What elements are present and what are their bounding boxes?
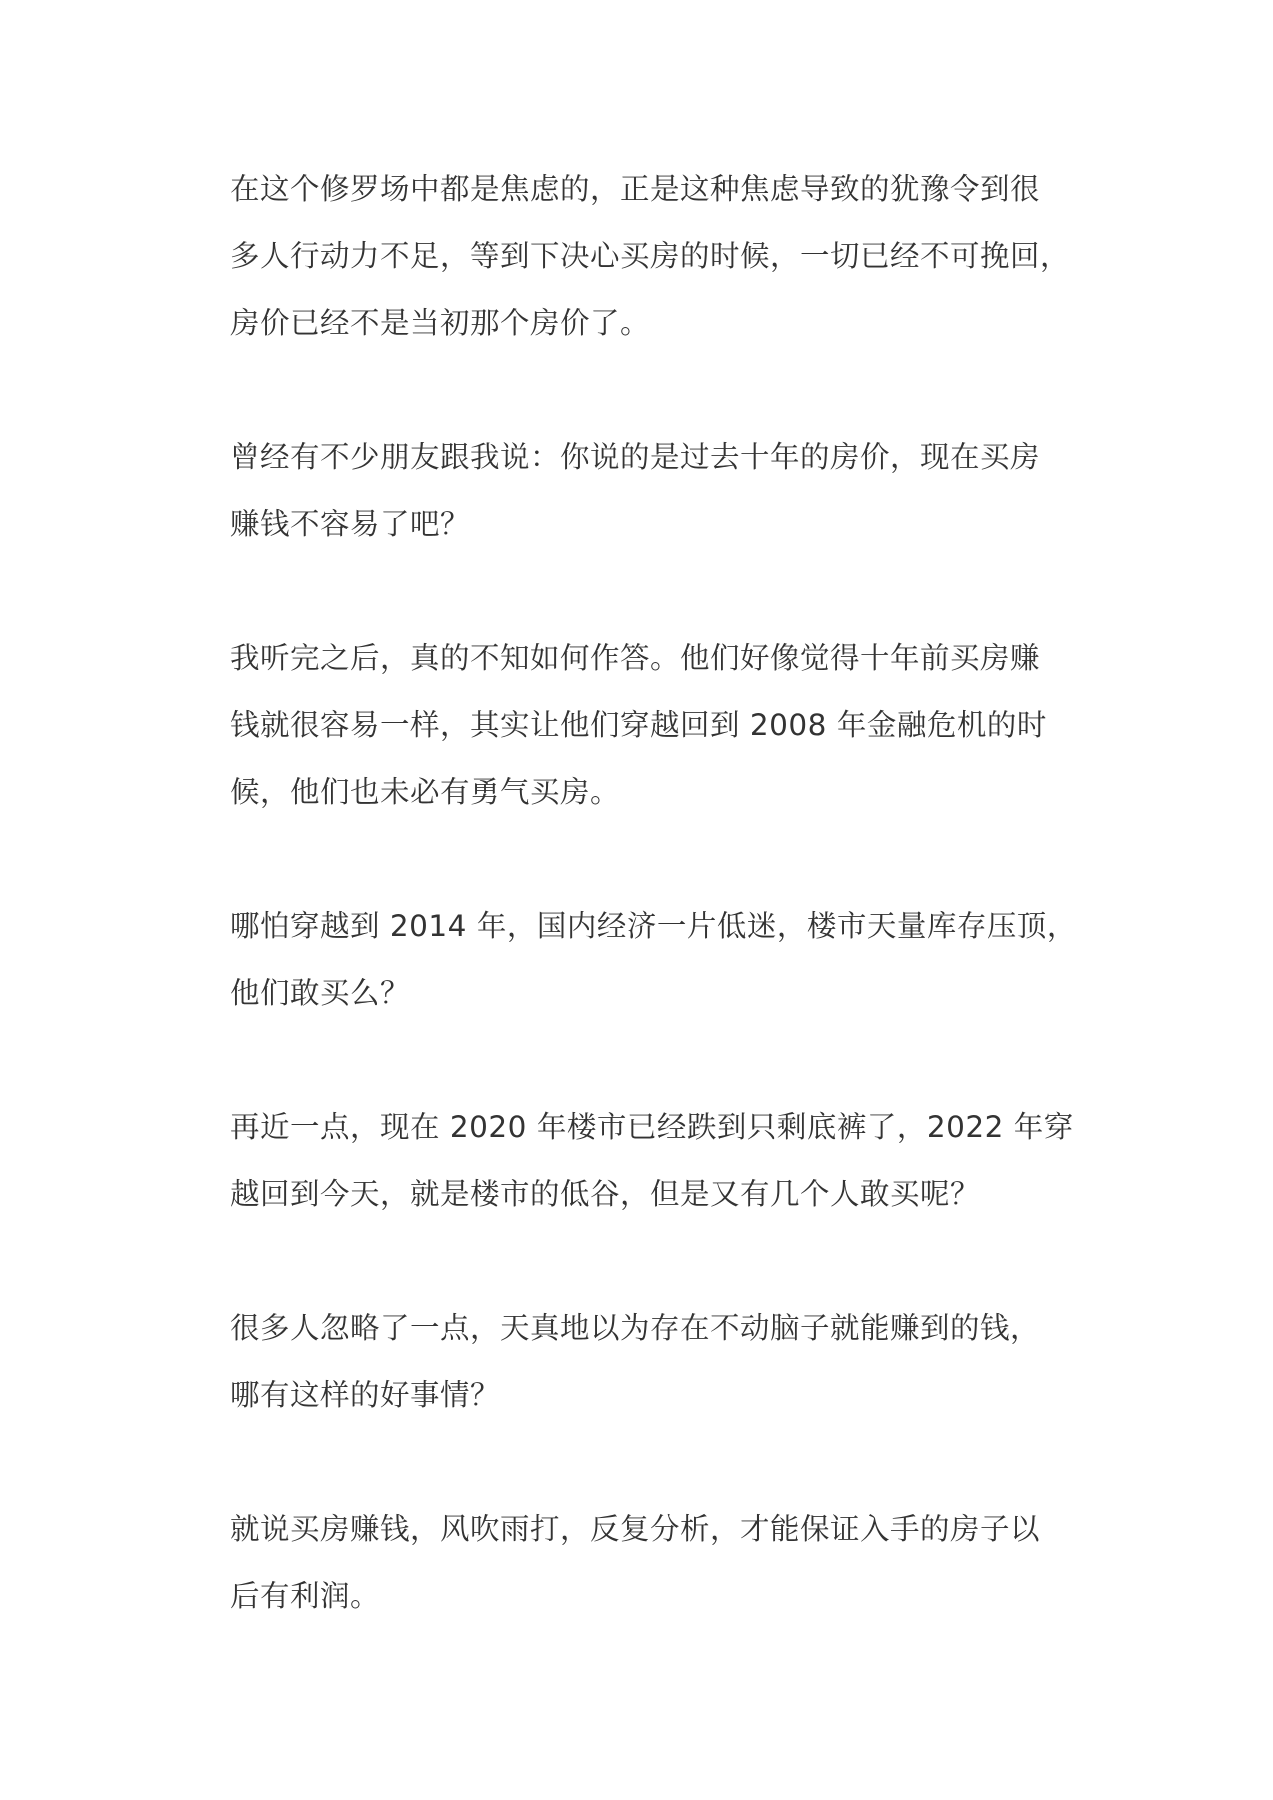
paragraph-line: 哪有这样的好事情？	[230, 1378, 501, 1412]
paragraph-line: 他们敢买么？	[230, 976, 411, 1010]
paragraph-line: 候，他们也未必有勇气买房。	[230, 775, 621, 809]
paragraph-3	[230, 625, 1060, 826]
paragraph-2	[230, 424, 1060, 558]
paragraph-line: 赚钱不容易了吧？	[230, 507, 471, 541]
paragraph-line: 越回到今天，就是楼市的低谷，但是又有几个人敢买呢？	[230, 1177, 981, 1211]
paragraph-line: 曾经有不少朋友跟我说：你说的是过去十年的房价，现在买房	[230, 440, 1041, 474]
paragraph-4	[230, 893, 1077, 1027]
paragraph-line: 房价已经不是当初那个房价了。	[230, 306, 651, 340]
paragraph-6	[230, 1295, 1060, 1429]
paragraph-1	[230, 156, 1071, 357]
paragraph-line: 后有利润。	[230, 1579, 381, 1613]
paragraph-line: 钱就很容易一样，其实让他们穿越回到 2008 年金融危机的时	[230, 708, 1047, 742]
paragraph-line: 多人行动力不足，等到下决心买房的时候，一切已经不可挽回，	[230, 239, 1071, 273]
paragraph-line: 我听完之后，真的不知如何作答。他们好像觉得十年前买房赚	[230, 641, 1041, 675]
article-body	[230, 156, 1077, 1697]
paragraph-line: 很多人忽略了一点，天真地以为存在不动脑子就能赚到的钱，	[230, 1311, 1041, 1345]
paragraph-5	[230, 1094, 1074, 1228]
paragraph-7	[230, 1496, 1060, 1630]
paragraph-line: 再近一点，现在 2020 年楼市已经跌到只剩底裤了，2022 年穿	[230, 1110, 1074, 1144]
paragraph-line: 在这个修罗场中都是焦虑的，正是这种焦虑导致的犹豫令到很	[230, 172, 1041, 206]
paragraph-line: 哪怕穿越到 2014 年，国内经济一片低迷，楼市天量库存压顶，	[230, 909, 1077, 943]
paragraph-line: 就说买房赚钱，风吹雨打，反复分析，才能保证入手的房子以	[230, 1512, 1041, 1546]
